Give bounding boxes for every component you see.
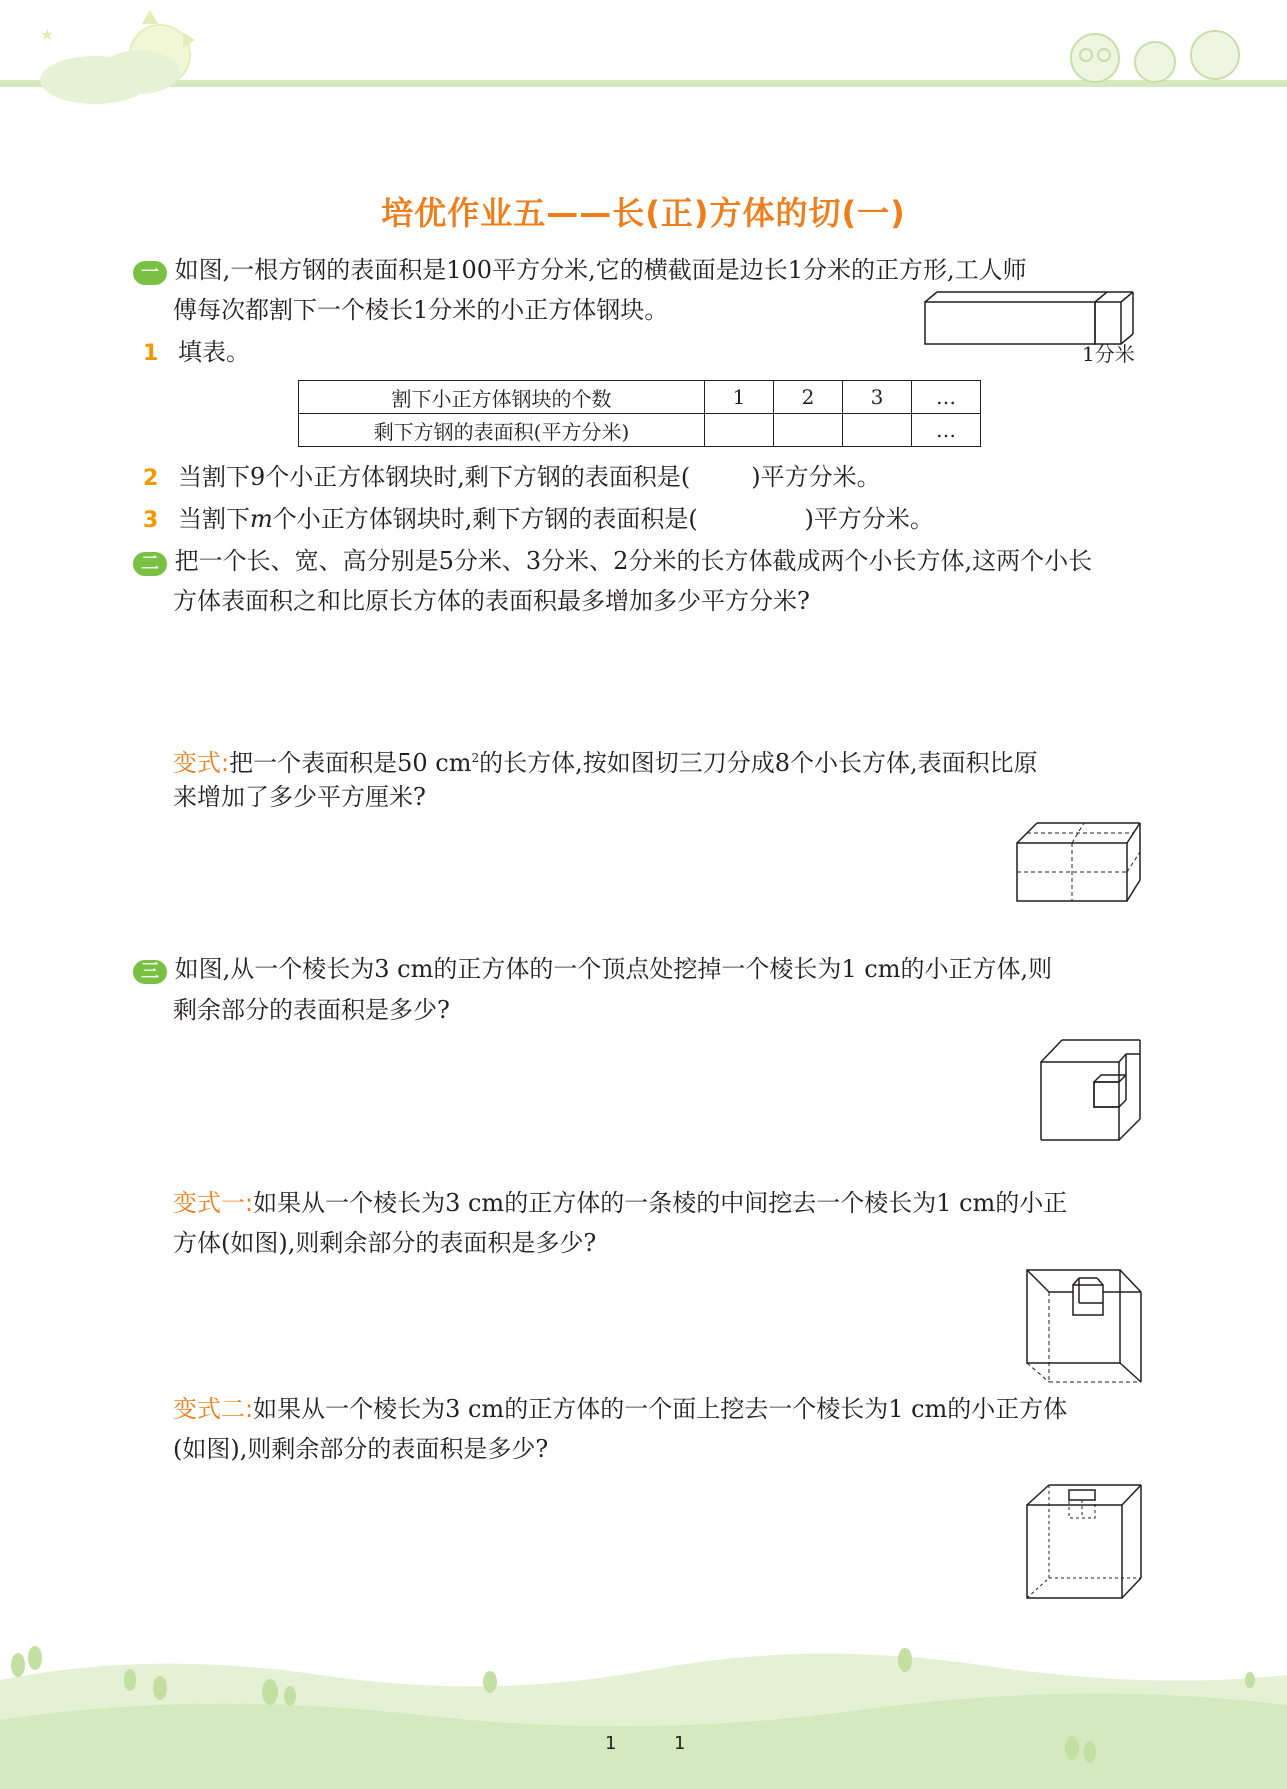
q3-variant2-line1 <box>173 1392 1067 1426</box>
variant2-text: 如果从一个棱长为3 cm的正方体的一个面上挖去一个棱长为1 cm的小正方体 <box>253 1395 1068 1423</box>
table-row <box>299 381 981 414</box>
cube-corner-removed-figure <box>1036 1035 1144 1143</box>
q3-variant1-line2: 方体(如图),则剩余部分的表面积是多少? <box>173 1229 597 1257</box>
page-number-a: 1 <box>605 1733 617 1754</box>
page-number-b: 1 <box>674 1733 686 1754</box>
header-decoration <box>0 0 1287 110</box>
variant1-text: 如果从一个棱长为3 cm的正方体的一条棱的中间挖去一个棱长为1 cm的小正 <box>253 1189 1068 1217</box>
superscript-2: 2 <box>471 751 480 765</box>
fill-table <box>298 380 981 447</box>
table-cell: 2 <box>774 381 843 414</box>
q2-line1 <box>133 544 1092 578</box>
svg-text:★: ★ <box>40 25 55 44</box>
sub-number-3: 3 <box>143 508 159 533</box>
table-row <box>299 414 981 447</box>
q1-text-line1: 如图,一根方钢的表面积是100平方分米,它的横截面是边长1分米的正方形,工人师 <box>174 256 1027 284</box>
q1-text-line2: 傅每次都割下一个棱长1分米的小正方体钢块。 <box>173 296 669 324</box>
cube-edge-removed-figure <box>1022 1265 1144 1385</box>
question-badge-1: 一 <box>133 261 167 285</box>
q3-variant2-line2: (如图),则剩余部分的表面积是多少? <box>173 1435 549 1463</box>
table-row-header: 割下小正方体钢块的个数 <box>299 381 705 414</box>
variant-label: 变式: <box>173 749 230 777</box>
q2-text-line2: 方体表面积之和比原长方体的表面积最多增加多少平方分米? <box>173 587 810 615</box>
q2-variant-line2: 来增加了多少平方厘米? <box>173 783 426 811</box>
answer-cell[interactable] <box>843 414 912 447</box>
cloud-sun-icon <box>40 10 195 104</box>
q3-text-line1: 如图,从一个棱长为3 cm的正方体的一个顶点处挖掉一个棱长为1 cm的小正方体,则 <box>174 955 1053 983</box>
table-cell: … <box>912 381 981 414</box>
page-title: 培优作业五——长(正)方体的切(一) <box>381 194 906 232</box>
q2-text-line1: 把一个长、宽、高分别是5分米、3分米、2分米的长方体截成两个小长方体,这两个小长 <box>174 547 1093 575</box>
q1-sub3 <box>143 502 934 538</box>
variant2-label: 变式二: <box>173 1395 254 1423</box>
variant-text-a: 把一个表面积是50 cm <box>229 749 472 777</box>
cuboid-three-cuts-figure <box>1012 818 1144 904</box>
sub1-text: 填表。 <box>177 338 250 366</box>
sub-number-1: 1 <box>143 341 159 366</box>
sub3-text-a: 当割下 <box>177 505 250 533</box>
question-badge-3: 三 <box>133 960 167 984</box>
table-cell: 1 <box>705 381 774 414</box>
footer-landscape-decoration <box>0 1620 1287 1789</box>
q1-line1 <box>133 253 1027 287</box>
sub3-text-b: 个小正方体钢块时,剩下方钢的表面积是( )平方分米。 <box>272 505 934 533</box>
variant-text-b: 的长方体,按如图切三刀分成8个小长方体,表面积比原 <box>479 749 1038 777</box>
cube-face-removed-figure <box>1022 1480 1144 1600</box>
q2-variant-line1 <box>173 741 1038 780</box>
sub-number-2: 2 <box>143 466 159 491</box>
q1-sub2 <box>143 460 881 496</box>
sub2-text: 当割下9个小正方体钢块时,剩下方钢的表面积是( )平方分米。 <box>177 463 881 491</box>
q1-sub1 <box>143 335 250 371</box>
variant1-label: 变式一: <box>173 1189 254 1217</box>
q3-line1 <box>133 952 1052 986</box>
answer-cell[interactable] <box>705 414 774 447</box>
variable-m: m <box>249 505 273 533</box>
answer-cell[interactable] <box>774 414 843 447</box>
q3-variant1-line1 <box>173 1186 1067 1220</box>
table-cell: … <box>912 414 981 447</box>
table-row-header: 剩下方钢的表面积(平方分米) <box>299 414 705 447</box>
animal-faces-icon <box>1071 31 1239 82</box>
q3-text-line2: 剩余部分的表面积是多少? <box>173 996 450 1024</box>
table-cell: 3 <box>843 381 912 414</box>
figure-label-1dm: 1分米 <box>1082 342 1135 366</box>
question-badge-2: 二 <box>133 552 167 576</box>
